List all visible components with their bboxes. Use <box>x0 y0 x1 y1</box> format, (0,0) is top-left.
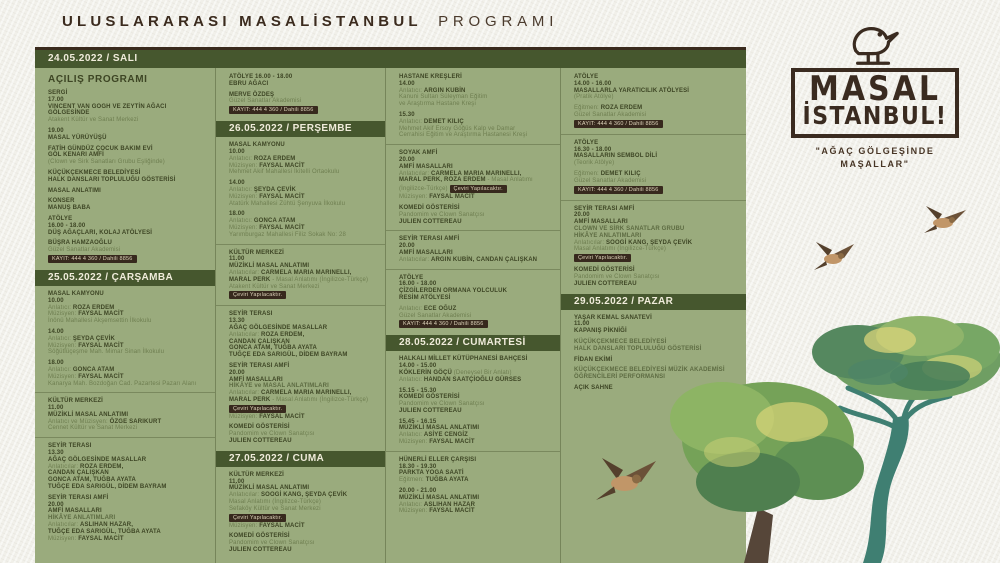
schedule-line: SEYİR TERASI AMFİ <box>399 236 460 243</box>
logo-tagline <box>780 145 970 171</box>
schedule-column-4 <box>560 68 746 563</box>
program-panel <box>35 47 746 563</box>
schedule-line: 16.00 - 18.00 <box>399 281 437 288</box>
schedule-line: MANUŞ BABA <box>48 205 91 212</box>
info-badge: KAYIT: 444 4 360 / Dahili 8856 <box>229 106 318 114</box>
schedule-line: 16.00 - 18.00 <box>48 222 86 229</box>
schedule-line: Söğütlüçeşme Mah. Mimar Sinan İlkokulu <box>48 349 165 356</box>
event-group <box>229 92 377 116</box>
schedule-line: KÜLTÜR MERKEZİ <box>229 471 284 478</box>
schedule-line: YAŞAR KEMAL SANATEVİ <box>574 314 652 321</box>
schedule-line: 14.00 <box>229 180 245 187</box>
schedule-line: 13.30 <box>48 450 64 457</box>
schedule-line <box>574 185 738 195</box>
event-group <box>399 388 552 415</box>
schedule-line: SEYİR TERASI <box>48 443 92 450</box>
schedule-line: ÖĞRENCİLERİ PERFORMANSI <box>574 374 666 381</box>
schedule-line: 15.15 - 15.30 <box>399 387 437 394</box>
schedule-line: 14.00 <box>48 328 64 335</box>
schedule-line: BÜŞRA HAMZAOĞLU <box>48 240 113 247</box>
schedule-line: Mehmet Akif Ersoy Göğüs Kalp ve Damar <box>399 125 516 132</box>
schedule-line: JULIEN COTTEREAU <box>229 438 292 445</box>
schedule-line: MÜZİKLİ MASAL ANLATIMI <box>399 425 480 432</box>
schedule-line: Müzisyen: FAYSAL MACİT <box>48 535 124 542</box>
schedule-line: HALK DANSLARI TOPLULUĞU GÖSTERİSİ <box>574 345 702 352</box>
schedule-line: CLOWN VE SİRK SANATLAR GRUBU <box>574 225 685 232</box>
schedule-line: Müzisyen: FAYSAL MACİT <box>399 194 475 201</box>
event-group <box>399 205 552 225</box>
event-group <box>574 367 738 381</box>
schedule-line: Müzisyen: FAYSAL MACİT <box>229 162 305 169</box>
event-group <box>574 267 738 287</box>
section-divider <box>386 451 560 452</box>
event-group <box>48 128 207 142</box>
schedule-line: MASALLARIN SEMBOL DİLİ <box>574 153 658 160</box>
schedule-line: 20.00 <box>574 212 590 219</box>
date-header: 26.05.2022 / PERŞEMBE <box>216 121 385 137</box>
tree-large-illustration <box>812 316 1000 563</box>
event-group <box>574 171 738 195</box>
standing-bird-icon <box>844 18 906 70</box>
date-header: 28.05.2022 / CUMARTESİ <box>386 335 560 351</box>
schedule-line: Kanuni Sultan Süleyman Eğitim <box>399 94 488 101</box>
schedule-line: GÖL KENARI AMFİ <box>48 152 104 159</box>
schedule-line: HALKALI MİLLET KÜTÜPHANESİ BAHÇESİ <box>399 356 528 363</box>
schedule-line: Anlatıcı: ROZA ERDEM <box>48 304 115 311</box>
schedule-columns <box>35 68 746 563</box>
schedule-line: Anlatıcı: GONCA ATAM <box>48 366 115 373</box>
schedule-line: AMFİ MASALLARI <box>399 249 453 256</box>
schedule-line: Yarımburgaz Mahallesi Filiz Sokak No: 28 <box>229 231 346 238</box>
schedule-line: 16.30 - 18.00 <box>574 146 612 153</box>
schedule-line: ATÖLYE <box>48 215 73 222</box>
schedule-line: Anlatıcı: GONCA ATAM <box>229 218 296 225</box>
schedule-line: (İngilizce-Türkçe) Çeviri Yapılacaktır. <box>399 184 552 194</box>
schedule-line: Anlatıcılar: SOOGİ KANG, ŞEYDA ÇEVİK <box>574 239 693 246</box>
section-divider <box>35 437 215 438</box>
schedule-line: 17.00 <box>48 96 64 103</box>
schedule-line: Anlatıcı ve Müzisyen: ÖZGE SARIKURT <box>48 418 162 425</box>
schedule-line: Pandomim ve Clown Sanatçısı <box>229 540 315 547</box>
schedule-line: GONCA ATAM, TUĞBA AYATA <box>229 345 318 352</box>
schedule-line: SEYİR TERASI AMFİ <box>229 362 290 369</box>
schedule-line: KÜLTÜR MERKEZİ <box>229 249 284 256</box>
schedule-line <box>229 404 377 414</box>
section-divider <box>386 230 560 231</box>
schedule-line: Pandomim ve Clown Sanatçısı <box>399 211 485 218</box>
schedule-line: SOYAK AMFİ <box>399 150 438 157</box>
schedule-line: 18.00 <box>229 211 245 218</box>
schedule-line: Anlatıcılar: ROZA ERDEM, <box>48 463 124 470</box>
schedule-line: AÇILIŞ PROGRAMI <box>48 74 148 85</box>
info-badge: Çeviri Yapılacaktır. <box>450 185 507 193</box>
schedule-line: (Clown ve Sirk Sanatları Grubu Eşliğinde) <box>48 159 165 166</box>
schedule-line: Anlatıcılar: SOOGİ KANG, ŞEYDA ÇEVİK <box>229 492 348 499</box>
schedule-line: HİKÂYE ANLATIMLARI <box>574 232 642 239</box>
schedule-line: Pandomim ve Clown Sanatçısı <box>399 401 485 408</box>
schedule-line: Mehmet Akif Mahallesi İkitelli Ortaokulu <box>229 169 340 176</box>
schedule-line: Güzel Sanatlar Akademisi <box>574 111 647 118</box>
schedule-column-2 <box>215 68 385 563</box>
schedule-line: Atatürk Mahallesi Zühtü Şenyuva İlkokulu <box>229 200 346 207</box>
schedule-line <box>574 119 738 129</box>
schedule-line: Müzisyen: FAYSAL MACİT <box>229 193 305 200</box>
schedule-line: AĞAÇ GÖLGESİNDE MASALLAR <box>48 456 147 463</box>
schedule-line: PARKTA YOGA SAATİ <box>399 470 464 477</box>
schedule-line: KÜLTÜR MERKEZİ <box>48 398 103 405</box>
event-group <box>229 211 377 238</box>
schedule-line: MASAL KAMYONU <box>48 290 104 297</box>
schedule-line: ATÖLYE 16.00 - 18.00 <box>229 74 293 80</box>
section-divider <box>386 144 560 145</box>
schedule-line: Müzisyen: FAYSAL MACİT <box>229 522 305 529</box>
schedule-column-1 <box>35 68 215 563</box>
schedule-line: Anlatıcılar: ARGIN KUBİN, CANDAN ÇALIŞKAN <box>399 256 538 263</box>
logo-box <box>791 68 960 138</box>
schedule-line: CANDAN ÇALIŞKAN <box>229 338 290 345</box>
schedule-line: 14.00 - 15.00 <box>399 363 437 370</box>
schedule-line: 10.00 <box>48 297 64 304</box>
schedule-line: (Pratik Atölye) <box>574 94 614 101</box>
schedule-line: Eğitmen: ROZA ERDEM <box>574 105 643 112</box>
section-divider <box>216 305 385 306</box>
schedule-line: MÜZİKLİ MASAL ANLATIMI <box>48 411 129 418</box>
schedule-line: JULIEN COTTEREAU <box>574 280 637 287</box>
event-group <box>574 357 738 364</box>
schedule-line: KOMEDİ GÖSTERİSİ <box>399 204 460 211</box>
schedule-line: Güzel Sanatlar Akademisi <box>574 177 647 184</box>
event-group <box>399 306 552 330</box>
event-group <box>48 74 207 86</box>
section-divider <box>561 200 746 201</box>
schedule-line: Eğitmen: DEMET KILIÇ <box>574 170 641 177</box>
date-header: 29.05.2022 / PAZAR <box>561 294 746 310</box>
event-group <box>574 206 738 264</box>
event-group <box>229 472 377 530</box>
info-badge: Çeviri Yapılacaktır. <box>229 291 286 299</box>
schedule-line: 11.00 <box>574 321 590 328</box>
schedule-line: 11.00 <box>229 478 245 485</box>
info-badge: KAYIT: 444 4 360 / Dahili 8856 <box>574 186 663 194</box>
event-group <box>229 363 377 421</box>
schedule-line: Pandomim ve Clown Sanatçısı <box>574 273 660 280</box>
schedule-line: Anlatıcılar: CARMELA MARIA MARINELLI, <box>399 170 522 177</box>
schedule-line: KÜÇÜKÇEKMECE BELEDİYESİ MÜZİK AKADEMİSİ <box>574 367 725 374</box>
schedule-line: KAPANIŞ PİKNİĞİ <box>574 328 627 335</box>
schedule-line: 20.00 <box>399 243 415 250</box>
schedule-line: 10.00 <box>229 148 245 155</box>
event-group <box>399 457 552 484</box>
page-title-light: PROGRAMI <box>438 13 559 30</box>
schedule-line: 19.00 <box>48 127 64 134</box>
schedule-line: KOMEDİ GÖSTERİSİ <box>229 424 290 431</box>
schedule-line: AMFİ MASALLARI <box>229 376 283 383</box>
schedule-line: Müzisyen: FAYSAL MACİT <box>48 342 124 349</box>
bird-illustration <box>814 242 854 270</box>
schedule-line: MARAL PERK - Masal Anlatımı (İngilizce-Türkçe) <box>229 276 369 283</box>
schedule-line: Güzel Sanatlar Akademisi <box>229 98 302 105</box>
schedule-line: JULIEN COTTEREAU <box>399 218 462 225</box>
event-group <box>48 291 207 325</box>
schedule-line <box>229 290 377 300</box>
schedule-line: Anlatıcılar: CARMELA MARIA MARINELLI, <box>229 390 352 397</box>
event-group <box>48 216 207 236</box>
info-badge: KAYIT: 444 4 360 / Dahili 8856 <box>574 120 663 128</box>
schedule-line: GÖLGESİNDE <box>48 110 90 117</box>
schedule-line: 20.00 <box>48 501 64 508</box>
schedule-line: AÇIK SAHNE <box>574 384 613 391</box>
schedule-line <box>574 253 738 263</box>
event-group <box>48 360 207 387</box>
schedule-line: ATÖLYE <box>574 74 599 80</box>
schedule-line: VINCENT VAN GOGH VE ZEYTİN AĞACI <box>48 103 167 110</box>
schedule-line: 11.00 <box>229 256 245 263</box>
schedule-line: FATİH GÜNDÜZ ÇOCUK BAKIM EVİ <box>48 145 153 152</box>
event-group <box>574 74 738 101</box>
schedule-line: HİKÂYE ANLATIMLARI <box>48 515 116 522</box>
schedule-line: Masal Anlatımı (İngilizce-Türkçe) <box>229 499 321 506</box>
schedule-column-3 <box>385 68 560 563</box>
schedule-line <box>229 513 377 523</box>
date-header: 25.05.2022 / ÇARŞAMBA <box>35 270 215 286</box>
schedule-line: Cerrahisi Eğitim ve Araştırma Hastanesi Kreşi <box>399 132 528 139</box>
logo-word-istanbul: İSTANBUL! <box>802 102 948 131</box>
event-group <box>399 356 552 383</box>
schedule-line: 15.45 - 16.15 <box>399 418 437 425</box>
schedule-line <box>229 105 377 115</box>
event-group <box>399 112 552 139</box>
schedule-line: Atakent Kültür ve Sanat Merkezi <box>48 117 139 124</box>
schedule-line: Anlatıcı: HANDAN SAATÇİOĞLU GÜRSES <box>399 376 522 383</box>
schedule-line: Müzisyen: FAYSAL MACİT <box>229 224 305 231</box>
schedule-line: ATÖLYE <box>574 139 599 146</box>
schedule-line: KÖKLERİN GÖÇÜ (Deneysel Bir Anlatı) <box>399 369 512 376</box>
event-group <box>48 443 207 491</box>
schedule-line: ATÖLYE <box>399 274 424 281</box>
schedule-line: Sefaköy Kültür ve Sanat Merkezi <box>229 505 321 512</box>
schedule-line: KÜÇÜKÇEKMECE BELEDİYESİ <box>48 169 141 176</box>
schedule-line: JULIEN COTTEREAU <box>229 547 292 554</box>
page-title-bold: ULUSLARARASI MASALİSTANBUL <box>62 13 422 30</box>
schedule-line: ÇİZGİLERDEN ORMANA YOLCULUK <box>399 288 508 295</box>
schedule-line: FİDAN EKİMİ <box>574 356 613 363</box>
schedule-line: KOMEDİ GÖSTERİSİ <box>399 394 460 401</box>
schedule-line: Müzisyen: FAYSAL MACİT <box>48 373 124 380</box>
schedule-line: HİKÂYE ve MASAL ANLATIMLARI <box>229 383 329 390</box>
schedule-line: AMFİ MASALLARI <box>48 508 102 515</box>
info-badge: Çeviri Yapılacaktır. <box>574 254 631 262</box>
schedule-line: HASTANE KREŞLERİ <box>399 74 462 80</box>
event-group <box>574 315 738 335</box>
schedule-line: KÜÇÜKÇEKMECE BELEDİYESİ <box>574 338 667 345</box>
schedule-line: SERGİ <box>48 90 68 96</box>
schedule-line: MASALLARLA YARATICILIK ATÖLYESİ <box>574 87 690 94</box>
event-group <box>48 170 207 184</box>
event-group <box>48 329 207 356</box>
masal-istanbul-logo <box>780 18 970 171</box>
schedule-line: Anlatıcı: ECE OĞUZ <box>399 305 457 312</box>
schedule-line <box>399 319 552 329</box>
schedule-line: 11.00 <box>48 405 64 412</box>
schedule-line: MÜZİKLİ MASAL ANLATIMI <box>229 485 310 492</box>
schedule-line: Müzisyen: FAYSAL MACİT <box>399 439 475 446</box>
schedule-line: MASAL ANLATIMI <box>48 187 101 194</box>
schedule-line: Anlatıcılar: ASLIHAN HAZAR, <box>48 522 134 529</box>
schedule-line: EBRU AĞACI <box>229 80 269 87</box>
schedule-line: Anlatıcı: DEMET KILIÇ <box>399 118 464 125</box>
schedule-line: Anlatıcı: ASLIHAN HAZAR <box>399 501 476 508</box>
schedule-line: Anlatıcı: ASİYE CENGİZ <box>399 432 468 439</box>
schedule-line: Atakent Kültür ve Sanat Merkezi <box>229 283 320 290</box>
event-group <box>48 198 207 212</box>
event-group <box>229 250 377 301</box>
event-group <box>399 488 552 515</box>
schedule-line: Anlatıcı: ŞEYDA ÇEVİK <box>48 335 115 342</box>
logo-word-masal: MASAL <box>808 69 941 110</box>
schedule-line: MASAL YÜRÜYÜŞÜ <box>48 134 107 141</box>
schedule-line: TUĞÇE EDA SARIGÜL, DİDEM BAYRAM <box>48 484 167 491</box>
schedule-line: 14.00 - 16.00 <box>574 80 612 87</box>
schedule-line: MASAL KAMYONU <box>229 142 285 149</box>
schedule-line: AĞAÇ GÖLGESİNDE MASALLAR <box>229 324 328 331</box>
schedule-line: ve Araştırma Hastane Kreşi <box>399 101 476 108</box>
schedule-line <box>48 254 207 264</box>
event-group <box>574 385 738 392</box>
info-badge: Çeviri Yapılacaktır. <box>229 514 286 522</box>
event-group <box>399 236 552 263</box>
event-group <box>48 398 207 432</box>
schedule-line: (Teorik Atölye) <box>574 160 615 167</box>
schedule-line: Kanarya Mah. Bozdoğan Cad. Pazartesi Pazarı Alanı <box>48 380 197 387</box>
schedule-line: 20.00 <box>399 156 415 163</box>
tagline-line-1: "AĞAÇ GÖLGEŞİNDE <box>815 146 935 156</box>
schedule-line: 20.00 <box>229 369 245 376</box>
event-group <box>48 146 207 166</box>
date-header-sali: 24.05.2022 / SALI <box>35 50 746 68</box>
schedule-line: HALK DANSLARI TOPLULUĞU GÖSTERİSİ <box>48 176 176 183</box>
schedule-line: Anlatıcı: ŞEYDA ÇEVİK <box>229 186 296 193</box>
schedule-line: TUĞÇE EDA SARIGÜL, DİDEM BAYRAM <box>229 352 348 359</box>
schedule-line: AMFİ MASALLARI <box>574 219 628 226</box>
schedule-line: SEYİR TERASI AMFİ <box>574 205 635 212</box>
schedule-line: KOMEDİ GÖSTERİSİ <box>229 533 290 540</box>
info-badge: KAYIT: 444 4 360 / Dahili 8856 <box>48 255 137 263</box>
event-group <box>574 105 738 129</box>
schedule-line: Masal Anlatımı (İngilizce-Türkçe) <box>574 246 666 253</box>
schedule-line: MARAL PERK - Masal Anlatımı (İngilizce-Türkçe) <box>229 396 369 403</box>
event-group <box>399 150 552 201</box>
schedule-line: MARAL PERK, ROZA ERDEM - Masal Anlatımı <box>399 177 533 184</box>
event-group <box>48 90 207 124</box>
schedule-line: TUĞÇE EDA SARIGÜL, TUĞBA AYATA <box>48 528 161 535</box>
event-group <box>574 339 738 353</box>
schedule-line: Eğitmen: TUĞBA AYATA <box>399 477 469 484</box>
schedule-line: 15.30 <box>399 111 415 118</box>
schedule-line: 14.00 <box>399 80 415 87</box>
schedule-line: Cennet Kültür ve Sanat Merkezi <box>48 425 138 432</box>
section-divider <box>386 269 560 270</box>
info-badge: Çeviri Yapılacaktır. <box>229 405 286 413</box>
schedule-line: MÜZİKLİ MASAL ANLATIMI <box>399 494 480 501</box>
date-header: 27.05.2022 / CUMA <box>216 451 385 467</box>
event-group <box>48 495 207 543</box>
schedule-line: KOMEDİ GÖSTERİSİ <box>574 267 635 274</box>
event-group <box>229 74 377 88</box>
schedule-line: DÜŞ AĞAÇLARI, KOLAJ ATÖLYESİ <box>48 229 153 236</box>
event-group <box>48 240 207 264</box>
schedule-line: CANDAN ÇALIŞKAN <box>48 470 109 477</box>
schedule-line: Anlatıcı: ARGIN KUBİN <box>399 87 466 94</box>
event-group <box>229 311 377 359</box>
schedule-line: Güzel Sanatlar Akademisi <box>48 247 121 254</box>
section-divider <box>561 134 746 135</box>
schedule-line: 18.30 - 19.30 <box>399 463 437 470</box>
schedule-line: HÜNERLİ ELLER ÇARŞISI <box>399 456 477 463</box>
tagline-line-2: MAŞALLAR" <box>840 159 910 169</box>
schedule-line: GONCA ATAM, TUĞBA AYATA <box>48 477 137 484</box>
schedule-line: AMFİ MASALLARI <box>399 163 453 170</box>
schedule-line: Güzel Sanatlar Akademisi <box>399 312 472 319</box>
page-title <box>62 13 558 30</box>
schedule-line: Müzisyen: FAYSAL MACİT <box>399 508 475 515</box>
schedule-line: JULIEN COTTEREAU <box>399 407 462 414</box>
schedule-line: Müzisyen: FAYSAL MACİT <box>48 311 124 318</box>
schedule-line: KONSER <box>48 198 75 205</box>
schedule-line: 13.30 <box>229 318 245 325</box>
event-group <box>399 419 552 446</box>
event-group <box>229 142 377 176</box>
event-group <box>229 533 377 553</box>
event-group <box>229 424 377 444</box>
schedule-line: MERVE ÖZDEŞ <box>229 91 275 98</box>
schedule-line: Müzisyen: FAYSAL MACİT <box>229 413 305 420</box>
event-group <box>399 74 552 108</box>
schedule-line: 20.00 - 21.00 <box>399 488 437 495</box>
section-divider <box>216 244 385 245</box>
schedule-line: Anlatıcılar: CARMELA MARIA MARINELLI, <box>229 269 352 276</box>
schedule-line: Anlatıcı: ROZA ERDEM <box>229 155 296 162</box>
schedule-line: MÜZİKLİ MASAL ANLATIMI <box>229 263 310 270</box>
event-group <box>48 188 207 195</box>
schedule-line: RESİM ATÖLYESİ <box>399 294 451 301</box>
schedule-line: Pandomim ve Clown Sanatçısı <box>229 431 315 438</box>
event-group <box>399 275 552 302</box>
event-group <box>574 140 738 167</box>
event-group <box>229 180 377 207</box>
schedule-line: Anlatıcılar: ROZA ERDEM, <box>229 331 305 338</box>
bird-illustration <box>924 206 966 233</box>
schedule-line: 18.00 <box>48 360 64 367</box>
section-divider <box>35 392 215 393</box>
schedule-line: SEYİR TERASI AMFİ <box>48 494 109 501</box>
info-badge: KAYIT: 444 4 360 / Dahili 8856 <box>399 320 488 328</box>
schedule-line: SEYİR TERASI <box>229 311 273 318</box>
schedule-line: İnönü Mahallesi Akşemsettin İlkokulu <box>48 318 152 325</box>
